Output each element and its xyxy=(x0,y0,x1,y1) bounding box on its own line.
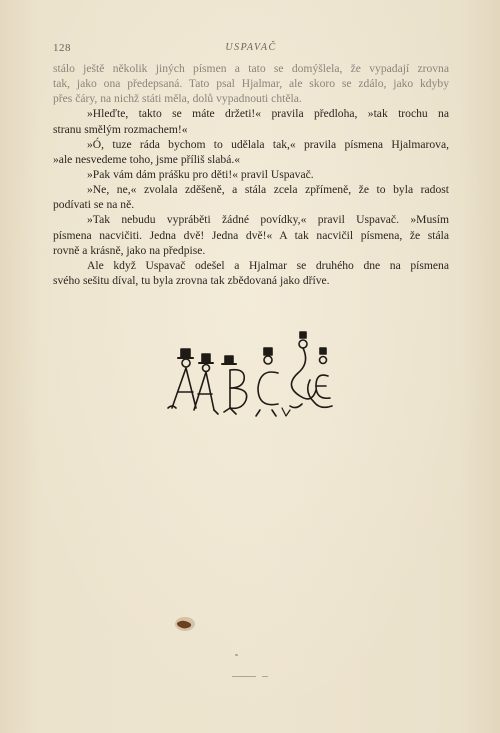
ink-stain xyxy=(174,615,196,633)
body-text xyxy=(53,61,449,288)
letter-b-figure xyxy=(222,356,247,414)
text-line: »ale nesvedeme toho, jsme příliš slabá.« xyxy=(53,152,241,166)
text-line: svého sešitu díval, tu byla zrovna tak zbědovaná jako dříve. xyxy=(53,273,330,287)
letter-a-figure xyxy=(168,349,196,408)
page-number: 128 xyxy=(53,42,71,54)
speck xyxy=(232,676,256,677)
text-line: rovně a krásně, jako na předpise. xyxy=(53,243,206,257)
text-line: stranu smělým rozmachem!« xyxy=(53,122,188,136)
text-line: přes čáry, na nichž státi měla, dolů vypadnouti chtěla. xyxy=(53,92,302,106)
text-line: »Hleďte, takto se máte držeti!« pravila předloha, »tak trochu na xyxy=(87,107,449,121)
text-line: podívati se na ně. xyxy=(53,198,135,212)
text-line: tak, jako ona předepsaná. Tato psal Hjalmar, ale skoro se zdálo, jako kdyby xyxy=(53,77,449,91)
text-line: »Ne, ne,« zvolala zděšeně, a stála zcela zpřímeně, že to byla radost xyxy=(87,183,449,197)
text-line: »Tak nebudu vypráběti žádné povídky,« pravil Uspavač. »Musím xyxy=(87,213,449,227)
letter-a2-figure xyxy=(194,354,218,414)
speck xyxy=(262,676,268,677)
letter-loop-figure xyxy=(290,332,316,408)
page-header xyxy=(53,42,449,56)
text-line: »Pak vám dám prášku pro děti!« pravil Uspavač. xyxy=(87,167,314,181)
letter-e-figure xyxy=(308,348,332,407)
dancing-letters-illustration xyxy=(160,318,340,423)
running-head: USPAVAČ xyxy=(225,42,277,53)
text-line: stálo ještě několik jiných písmen a tato se domýšlela, že vypadají zrovna xyxy=(53,62,449,75)
text-line: písmena nacvičiti. Jedna dvě! Jedna dvě!« A tak nacvičil písmena, že stála xyxy=(53,228,449,242)
speck xyxy=(235,654,238,656)
letter-c-figure xyxy=(256,348,278,416)
text-line: »Ó, tuze ráda bychom to udělala tak,« pravila písmena Hjalmarova, xyxy=(87,137,449,151)
text-line: Ale když Uspavač odešel a Hjalmar se druhého dne na písmena xyxy=(87,258,449,272)
